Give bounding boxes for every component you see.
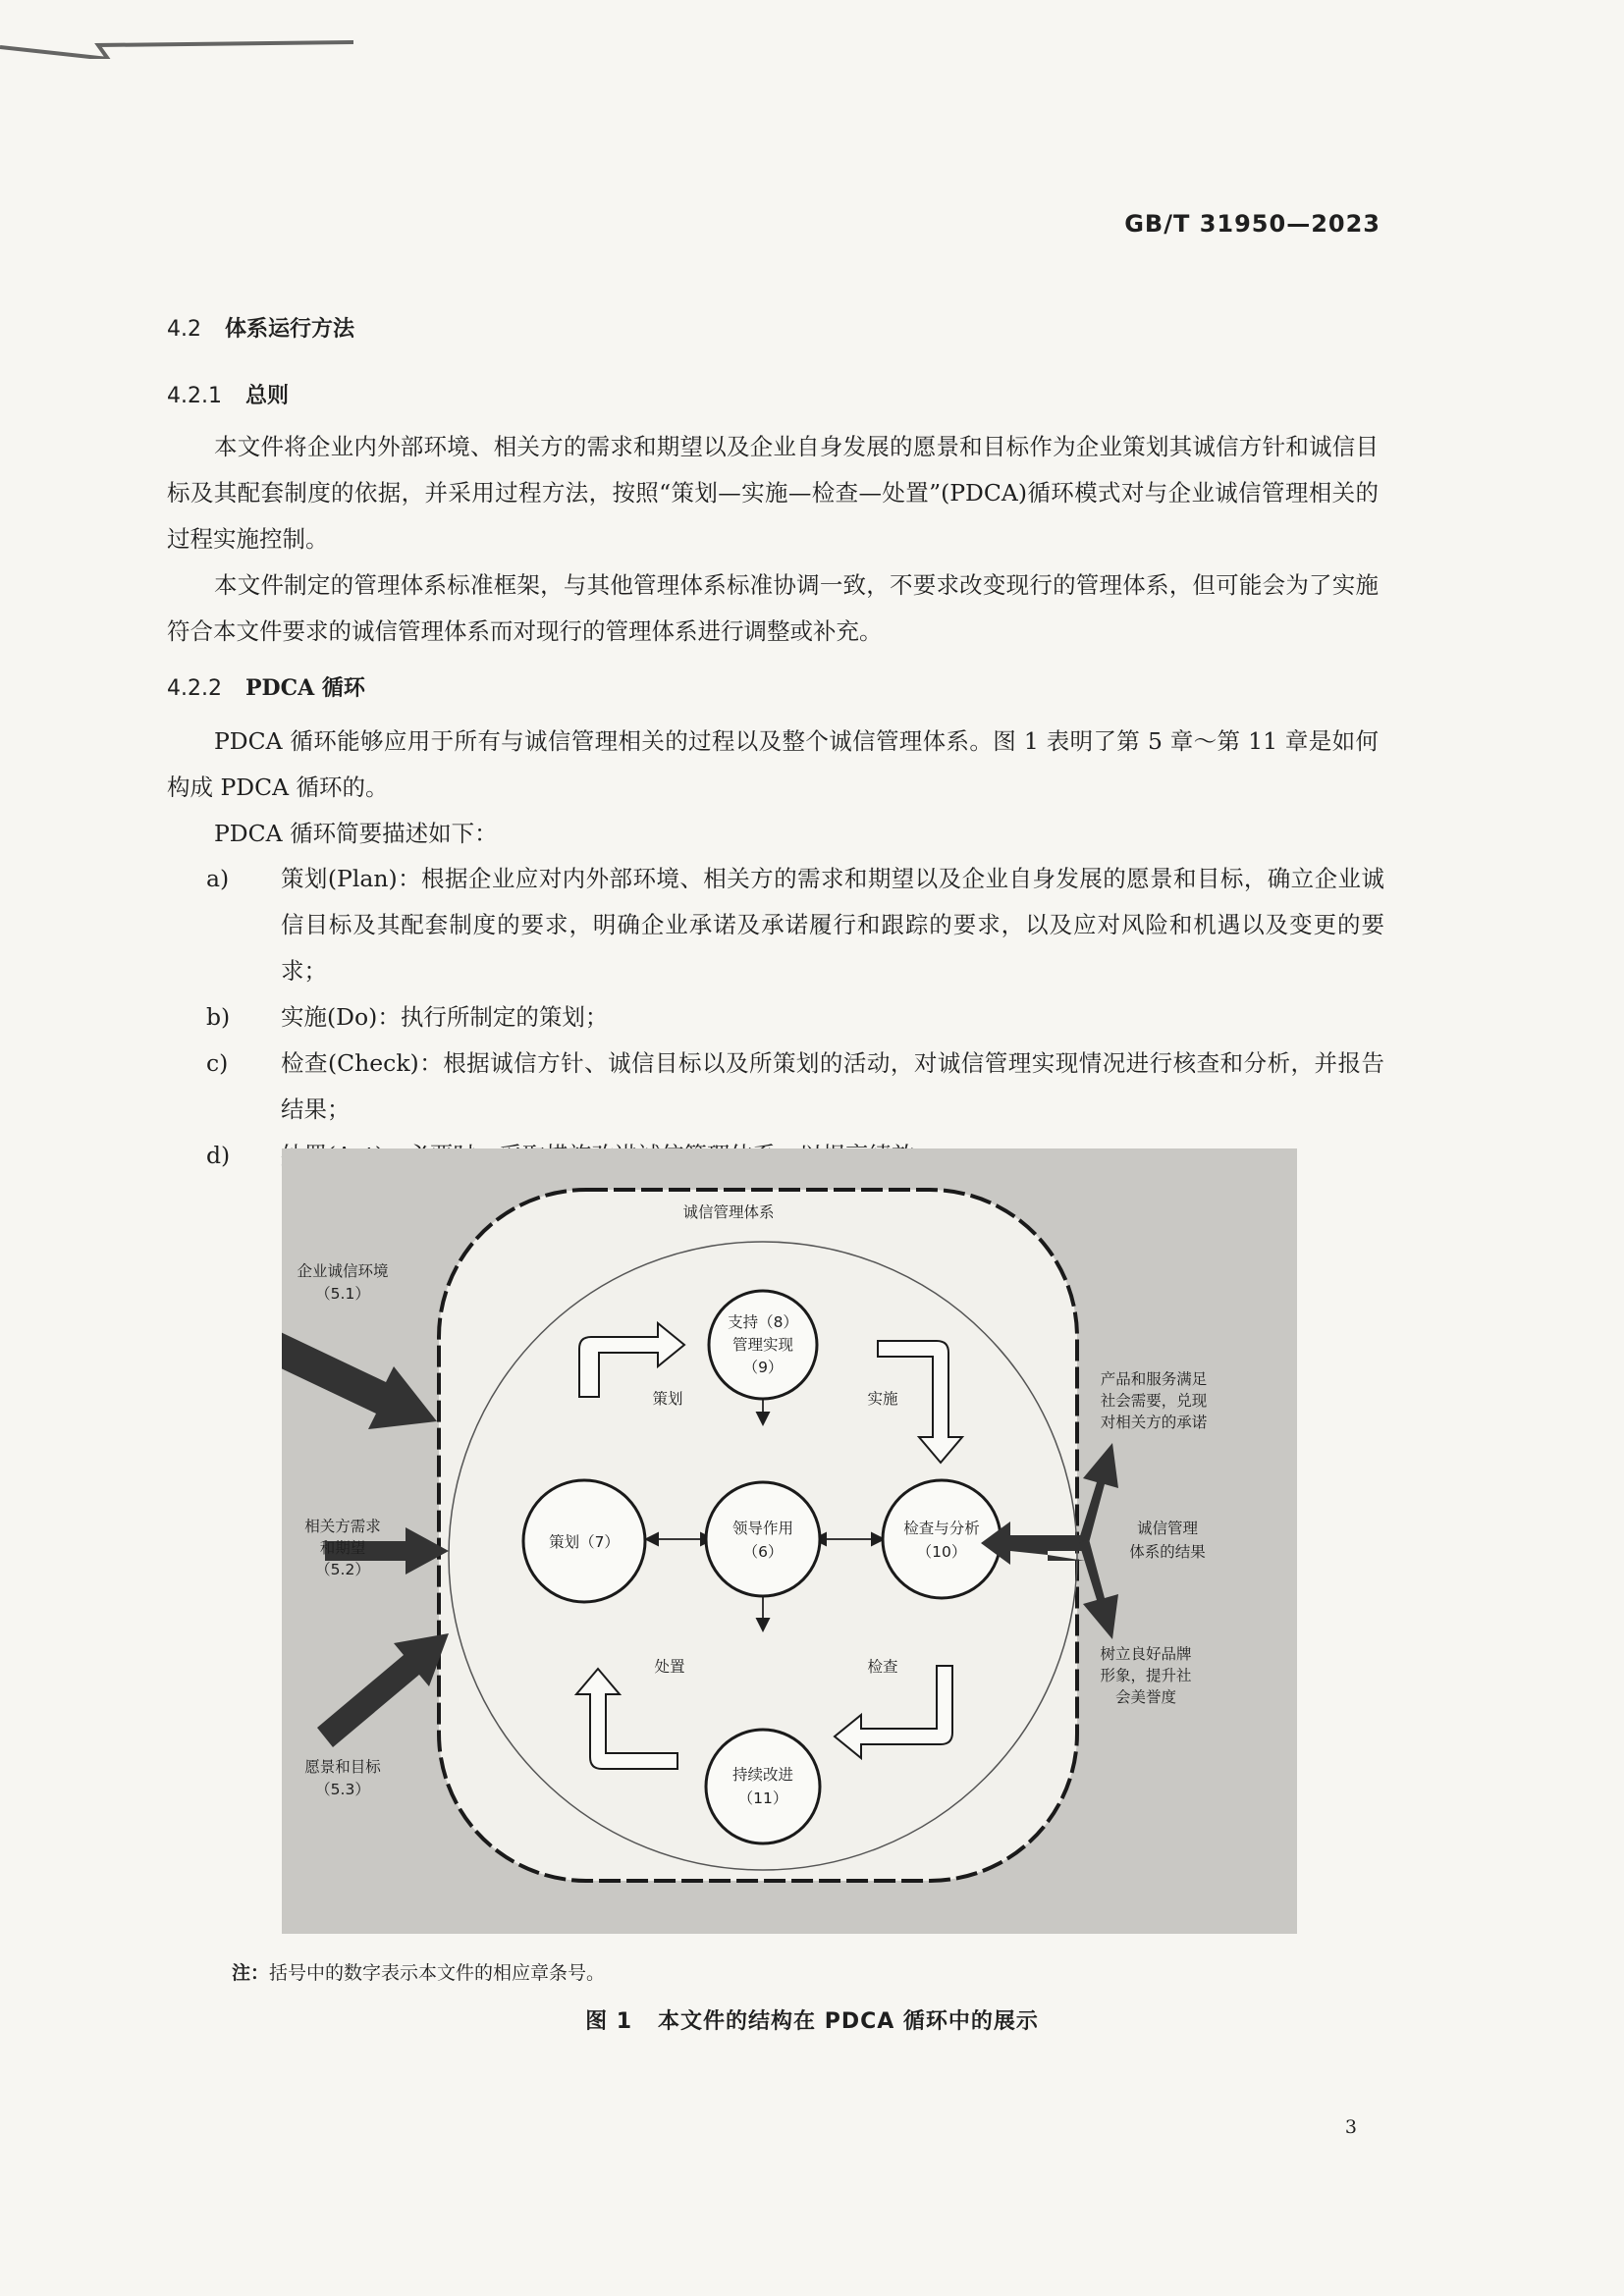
node-label: （9） <box>742 1359 784 1376</box>
input-label: 愿景和目标 <box>304 1758 381 1776</box>
section-number: 4.2 <box>167 317 201 342</box>
node-label: 检查与分析 <box>903 1520 980 1537</box>
figure-note <box>232 1958 605 1985</box>
node-improve <box>706 1730 820 1843</box>
input-arrow-icon <box>282 1308 437 1429</box>
output-label: 会美誉度 <box>1114 1688 1177 1706</box>
node-label: 领导作用 <box>731 1520 794 1537</box>
output-label-brand <box>1100 1645 1192 1706</box>
section-number: 4.2.2 <box>167 676 222 701</box>
list-marker: d) <box>206 1142 231 1169</box>
node-label: （10） <box>916 1543 967 1561</box>
output-arrow-icon <box>1079 1443 1118 1543</box>
node-label: （6） <box>742 1543 784 1561</box>
input-label: 相关方需求 <box>304 1518 381 1535</box>
section-title: 体系运行方法 <box>225 316 355 342</box>
input-arrow-icon <box>317 1633 449 1747</box>
figure-caption <box>0 2004 1624 2035</box>
section-title: PDCA 循环 <box>244 675 365 701</box>
phase-label-plan: 策划 <box>652 1390 683 1408</box>
list-marker: b) <box>206 1003 231 1031</box>
output-label-result <box>1129 1520 1206 1561</box>
input-label: （5.1） <box>315 1285 370 1303</box>
list-marker: a) <box>206 865 230 892</box>
node-label: 策划（7） <box>549 1533 620 1551</box>
caption-number: 图 1 <box>585 2009 633 2034</box>
note-label: 注： <box>232 1962 270 1984</box>
input-label-vision <box>304 1758 381 1798</box>
input-label: 企业诚信环境 <box>297 1262 389 1280</box>
paragraph: 本文件制定的管理体系标准框架，与其他管理体系标准协调一致，不要求改变现行的管理体系，但可能会为了实施符合本文件要求的诚信管理体系而对现行的管理体系进行调整或补充。 <box>167 571 1379 645</box>
output-label: 形象，提升社 <box>1100 1667 1192 1684</box>
section-heading-4-2-2 <box>167 671 365 702</box>
paragraph: 本文件将企业内外部环境、相关方的需求和期望以及企业自身发展的愿景和目标作为企业策划其诚信方针和诚信目标及其配套制度的依据，并采用过程方法，按照“策划—实施—检查—处置”(PDCA)循环模式对与企业诚信管理相关的过程实施控制。 <box>167 433 1379 553</box>
list-item <box>206 1041 1384 1133</box>
pdca-diagram <box>282 1148 1297 1934</box>
output-label: 对相关方的承诺 <box>1100 1414 1208 1431</box>
system-label: 诚信管理体系 <box>682 1203 775 1221</box>
node-label: 支持（8） <box>728 1313 798 1331</box>
page-number: 3 <box>1344 2116 1357 2138</box>
paragraph: PDCA 循环能够应用于所有与诚信管理相关的过程以及整个诚信管理体系。图 1 表明了第 5 章～第 11 章是如何构成 PDCA 循环的。 <box>167 727 1379 801</box>
output-label: 体系的结果 <box>1129 1543 1206 1561</box>
node-plan <box>523 1480 645 1602</box>
section-heading-4-2-1 <box>167 379 289 409</box>
scan-edge-mark <box>0 39 353 59</box>
node-leadership <box>706 1482 820 1596</box>
section-number: 4.2.1 <box>167 384 222 408</box>
output-label-commitment <box>1101 1370 1208 1431</box>
list-marker: c) <box>206 1049 229 1077</box>
paragraph: PDCA 循环简要描述如下： <box>214 820 498 847</box>
node-label: 管理实现 <box>731 1336 794 1354</box>
list-item-text: 策划(Plan)：根据企业应对内外部环境、相关方的需求和期望以及企业自身发展的愿景和目标，确立企业诚信目标及其配套制度的要求，明确企业承诺及承诺履行和跟踪的要求，以及应对风险和机遇以及变更的要求； <box>281 865 1384 985</box>
list-item-text: 实施(Do)：执行所制定的策划； <box>281 1003 609 1031</box>
input-label: （5.2） <box>315 1561 370 1578</box>
output-label: 树立良好品牌 <box>1100 1645 1192 1663</box>
phase-label-check: 检查 <box>867 1658 898 1676</box>
output-label: 产品和服务满足 <box>1100 1370 1208 1388</box>
list-item <box>206 856 1384 994</box>
node-support <box>709 1291 817 1399</box>
input-label-environment <box>297 1262 388 1303</box>
pdca-description-list <box>206 856 1384 1179</box>
pdca-figure <box>282 1148 1297 1934</box>
output-label: 社会需要，兑现 <box>1100 1392 1208 1410</box>
output-label: 诚信管理 <box>1136 1520 1199 1537</box>
node-label: （11） <box>737 1789 788 1807</box>
list-item <box>206 994 1384 1041</box>
section-title: 总则 <box>244 383 289 408</box>
node-check <box>883 1480 1001 1598</box>
phase-label-do: 实施 <box>867 1390 898 1408</box>
input-label: （5.3） <box>315 1781 370 1798</box>
list-item-text: 检查(Check)：根据诚信方针、诚信目标以及所策划的活动，对诚信管理实现情况进行核查和分析，并报告结果； <box>281 1049 1384 1123</box>
caption-text: 本文件的结构在 PDCA 循环中的展示 <box>658 2009 1039 2034</box>
node-label: 持续改进 <box>731 1766 794 1784</box>
phase-label-act: 处置 <box>654 1658 685 1676</box>
standard-number: GB/T 31950—2023 <box>1124 210 1380 238</box>
output-arrow-icon <box>1079 1539 1118 1639</box>
section-heading-4-2 <box>167 312 354 343</box>
input-label: 和期望 <box>319 1539 366 1557</box>
note-text: 括号中的数字表示本文件的相应章条号。 <box>269 1962 606 1984</box>
